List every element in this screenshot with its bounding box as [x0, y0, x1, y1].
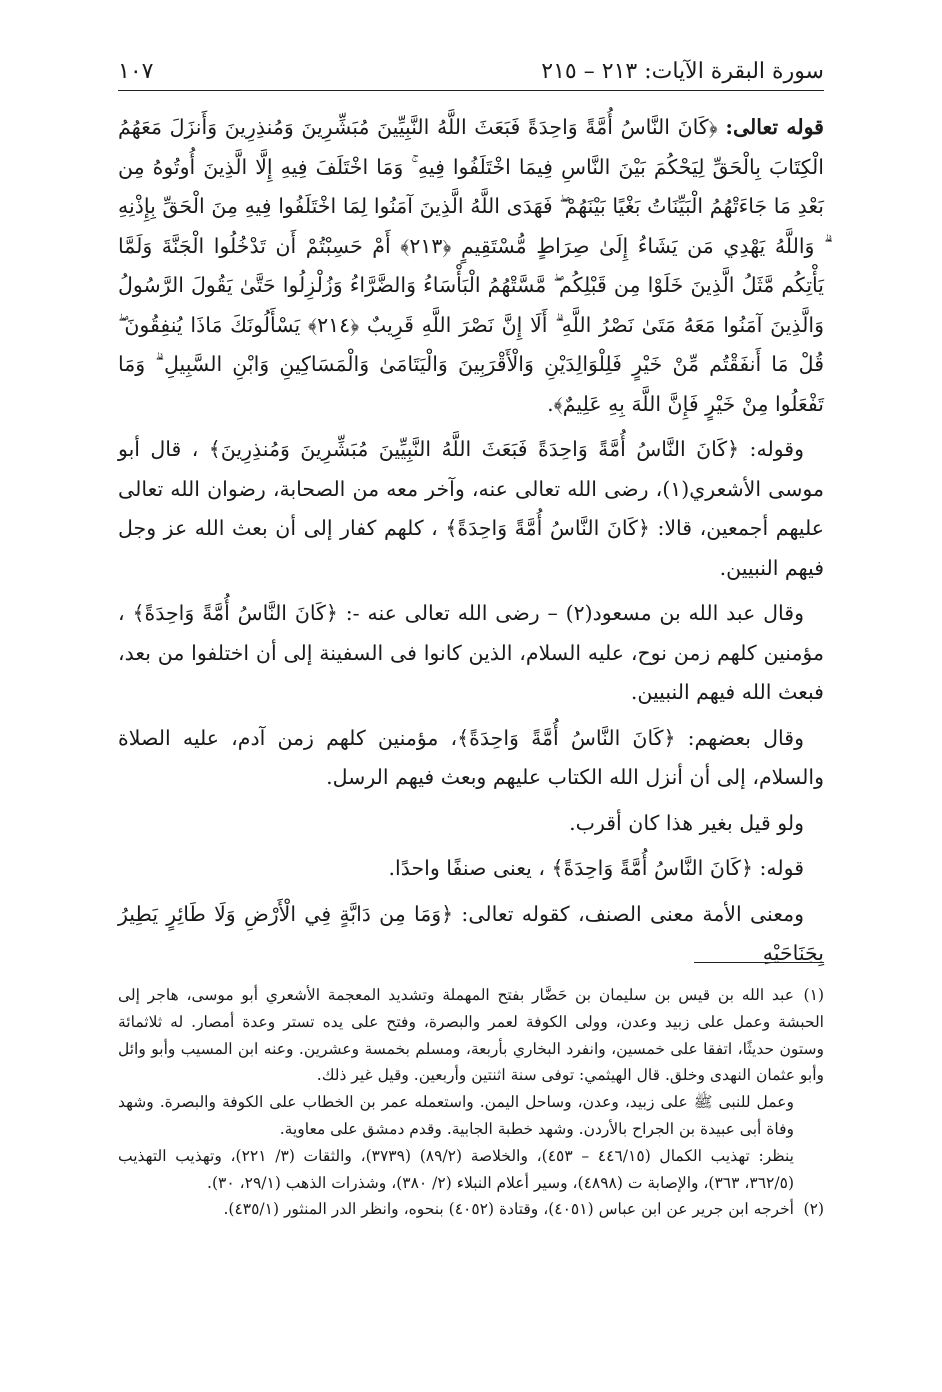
footnote-1-text-b: وعمل للنبى ﷺ على زبيد، وعدن، وساحل اليمن. واستعمله عمر بن الخطاب على الكوفة والبصرة. وشهد وفاة أبى عبيدة بن الجراح بالأردن. وشهد خطبة الجابية. وقدم دمشق على معاوية. [118, 1093, 794, 1138]
footnote-1-text-c: ينظر: تهذيب الكمال (٤٤٦/١٥ – ٤٥٣)، والخلاصة (٨٩/٢) (٣٧٣٩)، والثقات (٣/ ٢٢١)، وتهذيب التهذيب (٣٦٢/٥، ٣٦٣)، والإصابة ت (٤٨٩٨)، وسير أعلام النبلاء (٢/ ٣٨٠)، وشذرات الذهب (٢٩/١، ٣٠). [118, 1146, 794, 1192]
paragraph-2 [118, 594, 824, 713]
footnote-1 [118, 982, 824, 1089]
paragraph-5 [118, 849, 824, 889]
footnote-1-text: عبد الله بن قيس بن سليمان بن حَضَّار بفتح المهملة وتشديد المعجمة الأشعري أبو موسى، هاجر إلى الحبشة وعمل على زبيد وعدن، وولى الكوفة لعمر والبصرة، وفتح على يده تستر وعدة أمصار. له ثلاثمائة وستون حديثًا، اتفقا على خمسين، وانفرد البخاري بأربعة، ومسلم بخمسة وعشرين. وعنه ابن المسيب وأبو وائل وأبو عثمان النهدى وخلق. قال الهيثمي: توفى سنة اثنتين وأربعين. وقيل غير ذلك. [118, 986, 824, 1085]
paragraph-3-text: وقال بعضهم: ﴿كَانَ النَّاسُ أُمَّةً وَاحِدَةً﴾، مؤمنين كلهم زمن آدم، عليه الصلاة والسلام، إلى أن أنزل الله الكتاب عليهم وبعث فيهم الرسل. [118, 725, 824, 789]
quran-verses: ﴿كَانَ النَّاسُ أُمَّةً وَاحِدَةً فَبَعَثَ اللَّهُ النَّبِيِّينَ مُبَشِّرِينَ وَمُنذِرِينَ وَأَنزَلَ مَعَهُمُ الْكِتَابَ بِالْحَقِّ لِيَحْكُمَ بَيْنَ النَّاسِ فِيمَا اخْتَلَفُوا فِيهِ ۚ وَمَا اخْتَلَفَ فِيهِ إِلَّا الَّذِينَ أُوتُوهُ مِن بَعْدِ مَا جَاءَتْهُمُ الْبَيِّنَاتُ بَغْيًا بَيْنَهُمْ ۖ فَهَدَى اللَّهُ الَّذِينَ آمَنُوا لِمَا اخْتَلَفُوا فِيهِ مِنَ الْحَقِّ بِإِذْنِهِ ۗ وَاللَّهُ يَهْدِي مَن يَشَاءُ إِلَىٰ صِرَاطٍ مُّسْتَقِيمٍ ﴿٢١٣﴾ أَمْ حَسِبْتُمْ أَن تَدْخُلُوا الْجَنَّةَ وَلَمَّا يَأْتِكُم مَّثَلُ الَّذِينَ خَلَوْا مِن قَبْلِكُم ۖ مَّسَّتْهُمُ الْبَأْسَاءُ وَالضَّرَّاءُ وَزُلْزِلُوا حَتَّىٰ يَقُولَ الرَّسُولُ وَالَّذِينَ آمَنُوا مَعَهُ مَتَىٰ نَصْرُ اللَّهِ ۗ أَلَا إِنَّ نَصْرَ اللَّهِ قَرِيبٌ ﴿٢١٤﴾ يَسْأَلُونَكَ مَاذَا يُنفِقُونَ ۖ قُلْ مَا أَنفَقْتُم مِّنْ خَيْرٍ فَلِلْوَالِدَيْنِ وَالْأَقْرَبِينَ وَالْيَتَامَىٰ وَالْمَسَاكِينِ وَابْنِ السَّبِيلِ ۗ وَمَا تَفْعَلُوا مِنْ خَيْرٍ فَإِنَّ اللَّهَ بِهِ عَلِيمٌ﴾. [118, 115, 824, 416]
surah-title: سورة البقرة الآيات: ٢١٣ – ٢١٥ [541, 59, 824, 84]
paragraph-2-text: وقال عبد الله بن مسعود(٢) – رضى الله تعالى عنه -: ﴿كَانَ النَّاسُ أُمَّةً وَاحِدَةً﴾ ، مؤمنين كلهم زمن نوح، عليه السلام، الذين كانوا فى السفينة إلى أن اختلفوا من بعد، فبعث الله فيهم النبيين. [118, 601, 824, 704]
footnotes [118, 982, 824, 1223]
footnote-1-continued [118, 1089, 824, 1143]
paragraph-5-text: قوله: ﴿كَانَ النَّاسُ أُمَّةً وَاحِدَةً﴾ ، يعنى صنفًا واحدًا. [388, 856, 804, 880]
paragraph-1-text: وقوله: ﴿كَانَ النَّاسُ أُمَّةً وَاحِدَةً فَبَعَثَ اللَّهُ النَّبِيِّينَ مُبَشِّرِينَ وَمُنذِرِينَ﴾ ، قال أبو موسى الأشعري(١)، رضى الله تعالى عنه، وآخر معه من الصحابة، رضوان الله تعالى عليهم أجمعين، قالا: ﴿كَانَ النَّاسُ أُمَّةً وَاحِدَةً﴾ ، كلهم كفار إلى أن بعث الله عز وجل فيهم النبيين. [118, 437, 824, 580]
footnote-1-sources [118, 1143, 824, 1197]
footnote-2-text: أخرجه ابن جرير عن ابن عباس (٤٠٥١)، وقتادة (٤٠٥٢) بنحوه، وانظر الدر المنثور (٤٣٥/١). [223, 1200, 794, 1219]
page-number: ١٠٧ [118, 59, 154, 84]
footnote-2-mark: (٢) [803, 1200, 824, 1219]
main-text [118, 108, 824, 974]
paragraph-6-text: ومعنى الأمة معنى الصنف، كقوله تعالى: ﴿وَمَا مِن دَابَّةٍ فِي الْأَرْضِ وَلَا طَائِرٍ يَطِيرُ بِجَنَاحَيْهِ [118, 901, 824, 965]
footnote-2 [118, 1196, 824, 1223]
paragraph-4 [118, 804, 824, 844]
paragraph-3 [118, 719, 824, 798]
verse-intro: قوله تعالى: [725, 115, 824, 139]
footnote-separator [694, 962, 824, 963]
page-header [118, 52, 824, 91]
paragraph-verses [118, 108, 824, 424]
footnote-1-mark: (١) [803, 986, 824, 1004]
paragraph-1 [118, 430, 824, 588]
paragraph-4-text: ولو قيل بغير هذا كان أقرب. [569, 810, 804, 835]
